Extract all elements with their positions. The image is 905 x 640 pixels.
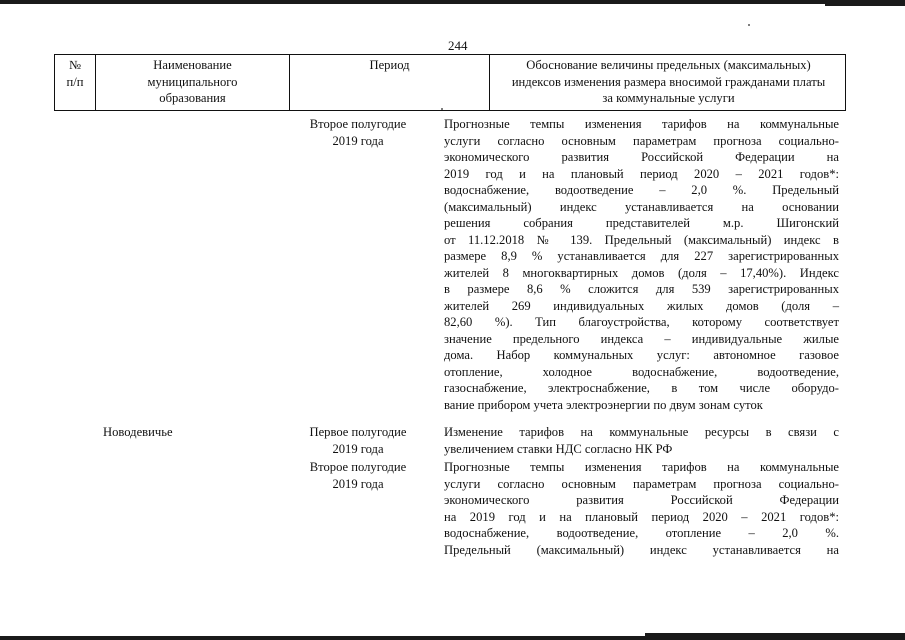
justification-line: вание прибором учета электроэнергии по двум зонам суток [444, 397, 763, 412]
justification-line: водоснабжение, водоотведение – 2,0 %. Предельный [444, 183, 839, 197]
header-col-municipality-line: образования [159, 91, 226, 105]
justification-line: Предельный (максимальный) индекс устанавливается на [444, 542, 839, 557]
period-line: 2019 года [332, 441, 384, 456]
period-line: 2019 года [332, 476, 384, 491]
header-col-number-line: п/п [66, 74, 84, 89]
justification-line: услуги согласно основным параметрам прогноза социально- [444, 133, 839, 148]
justification-line: дома. Набор коммунальных услуг: автономное газовое [444, 348, 839, 362]
row2-municipality-name: Новодевичье [103, 425, 173, 439]
header-col-period [290, 55, 490, 110]
scan-speck [748, 24, 750, 26]
justification-line: водоснабжение, водоотведение, отопление – 2,0 %. [444, 526, 839, 540]
page-number: 244 [448, 38, 468, 53]
row2-period-second-half [283, 459, 433, 492]
justification-line: газоснабжение, электроснабжение, в том числе оборудо- [444, 381, 839, 395]
justification-line: (максимальный) индекс устанавливается на основании [444, 199, 839, 214]
justification-line: услуги согласно основным параметрам прогноза социально- [444, 476, 839, 491]
justification-line: размере 8,9 % устанавливается для 227 зарегистрированных [444, 249, 839, 263]
header-col-number-line: № [68, 58, 82, 72]
justification-line: экономического развития Российской Федерации на [444, 150, 839, 164]
justification-line: Прогнозные темпы изменения тарифов на коммунальные [444, 117, 839, 131]
table-header [54, 54, 846, 111]
header-col-period-label: Период [369, 58, 410, 72]
justification-line: на 2019 год и на плановый период 2020 – 2021 годов*: [444, 509, 839, 524]
header-col-justification-line: индексов изменения размера вносимой гражданами платы [511, 74, 826, 89]
justification-line: Изменение тарифов на коммунальные ресурсы в связи с [444, 425, 839, 439]
justification-line: в размере 8,6 % сложится для 539 зарегистрированных [444, 282, 839, 296]
row2-period-first-half [283, 424, 433, 457]
justification-line: отопление, холодное водоснабжение, водоотведение, [444, 364, 839, 379]
row1-justification [444, 116, 839, 413]
justification-line: от 11.12.2018 № 139. Предельный (максимальный) индекс в [444, 232, 839, 247]
header-col-justification [490, 55, 847, 110]
header-col-municipality [96, 55, 290, 110]
header-col-municipality-line: Наименование [153, 58, 232, 72]
scan-edge-top [0, 0, 905, 4]
header-col-justification-line: за коммунальные услуги [602, 91, 735, 105]
justification-line: 2019 год и на плановый период 2020 – 2021 годов*: [444, 166, 839, 181]
header-col-municipality-line: муниципального [147, 74, 238, 89]
period-line: Второе полугодие [309, 460, 407, 474]
scan-edge-top-right [825, 4, 905, 6]
justification-line: 82,60 %). Тип благоустройства, которому соответствует [444, 315, 839, 329]
scan-edge-bottom [0, 636, 905, 640]
justification-line: экономического развития Российской Федерации [444, 493, 839, 507]
header-col-justification-line: Обоснование величины предельных (максимальных) [526, 58, 811, 72]
period-line: Второе полугодие [309, 117, 407, 131]
justification-line: жителей 269 индивидуальных жилых домов (доля – [444, 298, 839, 313]
justification-line: Прогнозные темпы изменения тарифов на коммунальные [444, 460, 839, 474]
period-line: 2019 года [332, 133, 384, 148]
justification-line: увеличением ставки НДС согласно НК РФ [444, 441, 673, 456]
justification-line: решения собрания представителей м.р. Шигонский [444, 216, 839, 230]
header-col-number [55, 55, 96, 110]
scan-edge-bottom-right [645, 633, 905, 636]
row2-justification-first-half [444, 424, 839, 457]
justification-line: жителей 8 многоквартирных домов (доля – 17,40%). Индекс [444, 265, 839, 280]
period-line: Первое полугодие [309, 425, 407, 439]
row1-period [283, 116, 433, 149]
justification-line: значение предельного индекса – индивидуальные жилые [444, 331, 839, 346]
row2-justification-second-half [444, 459, 839, 558]
